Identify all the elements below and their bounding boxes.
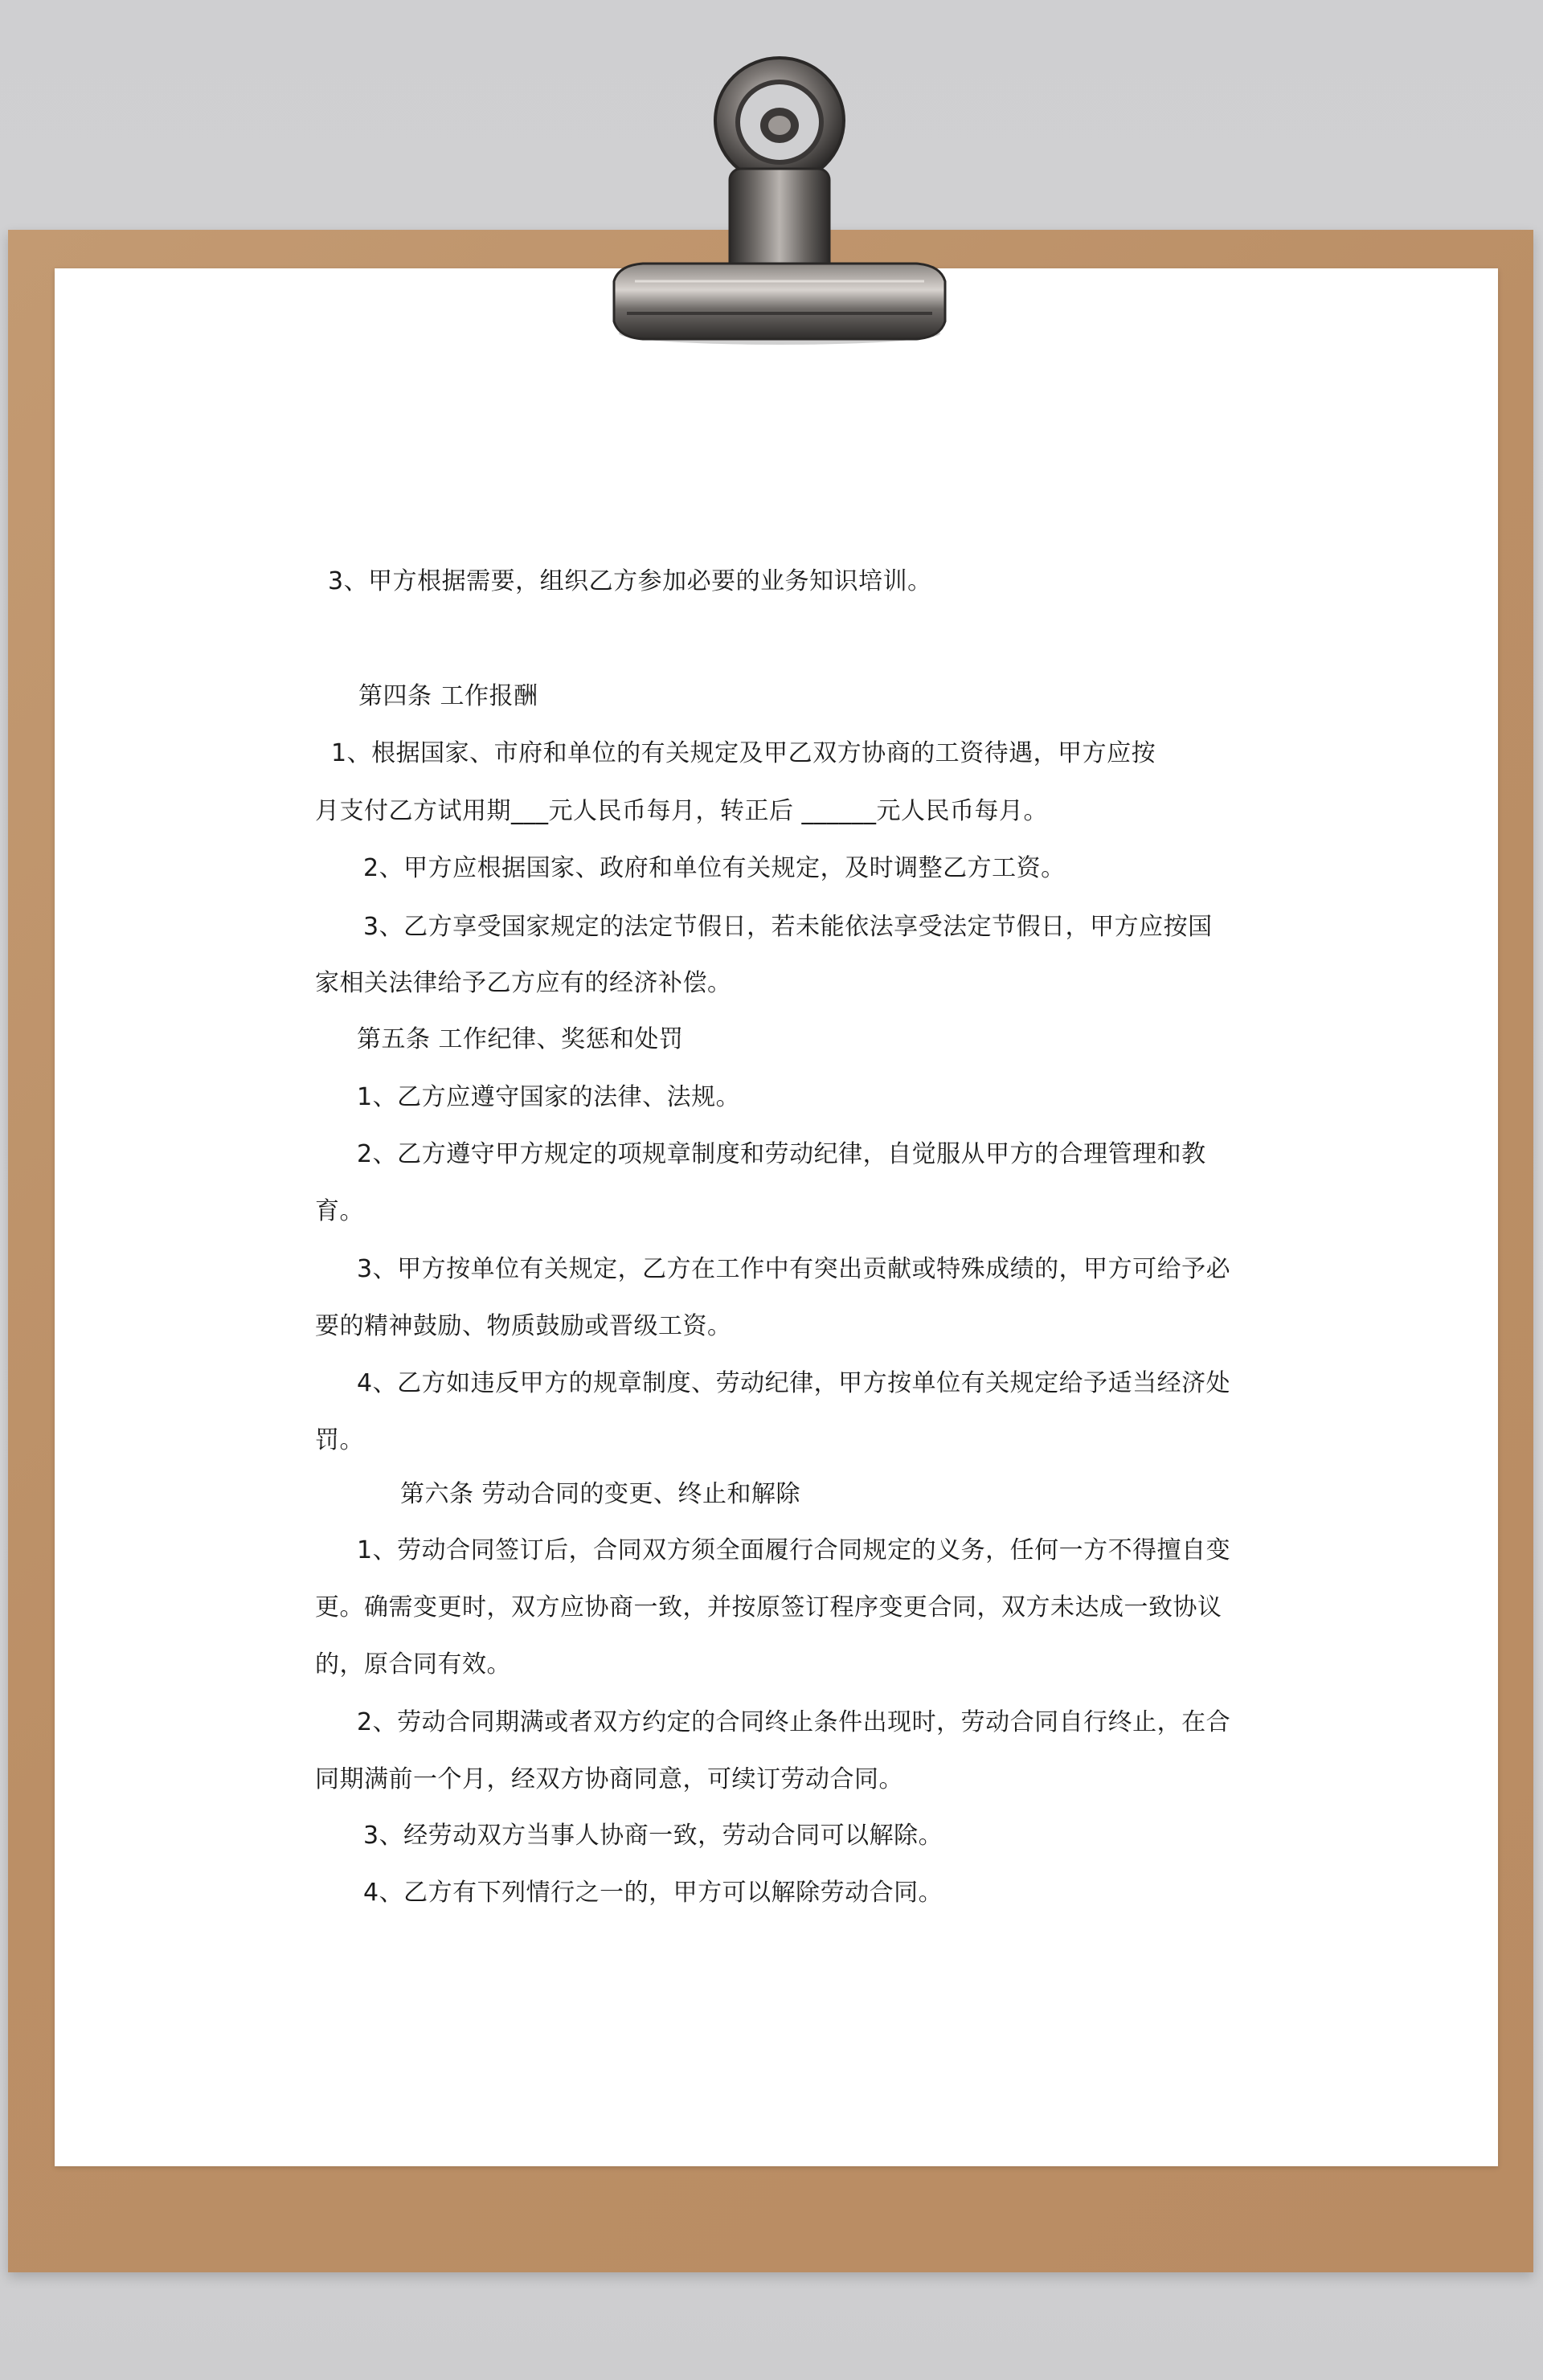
- text-line: 育。: [315, 1197, 364, 1225]
- text-line: 1、根据国家、市府和单位的有关规定及甲乙双方协商的工资待遇，甲方应按: [331, 739, 1156, 767]
- text-line: 3、乙方享受国家规定的法定节假日，若未能依法享受法定节假日，甲方应按国: [363, 913, 1213, 941]
- text-line: 月支付乙方试用期___元人民币每月，转正后 ______元人民币每月。: [315, 797, 1049, 825]
- text-line: 的，原合同有效。: [315, 1650, 511, 1679]
- section-heading-5: 第五条 工作纪律、奖惩和处罚: [357, 1025, 684, 1053]
- text-line: 更。确需变更时，双方应协商一致，并按原签订程序变更合同，双方未达成一致协议: [315, 1593, 1222, 1621]
- text-line: 4、乙方有下列情行之一的，甲方可以解除劳动合同。: [363, 1879, 943, 1907]
- text-line: 同期满前一个月，经双方协商同意，可续订劳动合同。: [315, 1765, 903, 1793]
- section-heading-4: 第四条 工作报酬: [358, 682, 538, 710]
- text-line: 3、甲方根据需要，组织乙方参加必要的业务知识培训。: [328, 567, 932, 595]
- text-line: 3、经劳动双方当事人协商一致，劳动合同可以解除。: [363, 1822, 943, 1850]
- text-line: 罚。: [315, 1426, 364, 1454]
- text-line: 要的精神鼓励、物质鼓励或晋级工资。: [315, 1312, 732, 1340]
- text-line: 4、乙方如违反甲方的规章制度、劳动纪律，甲方按单位有关规定给予适当经济处: [357, 1369, 1231, 1397]
- text-line: 1、劳动合同签订后，合同双方须全面履行合同规定的义务，任何一方不得擅自变: [357, 1536, 1231, 1564]
- text-line: 2、乙方遵守甲方规定的项规章制度和劳动纪律，自觉服从甲方的合理管理和教: [357, 1140, 1206, 1168]
- text-line: 2、劳动合同期满或者双方约定的合同终止条件出现时，劳动合同自行终止，在合: [357, 1708, 1231, 1736]
- text-line: 1、乙方应遵守国家的法律、法规。: [357, 1083, 741, 1111]
- text-line: 3、甲方按单位有关规定，乙方在工作中有突出贡献或特殊成绩的，甲方可给予必: [357, 1255, 1231, 1283]
- section-heading-6: 第六条 劳动合同的变更、终止和解除: [400, 1480, 801, 1508]
- text-line: 2、甲方应根据国家、政府和单位有关规定，及时调整乙方工资。: [363, 854, 1066, 882]
- text-line: 家相关法律给予乙方应有的经济补偿。: [315, 969, 732, 997]
